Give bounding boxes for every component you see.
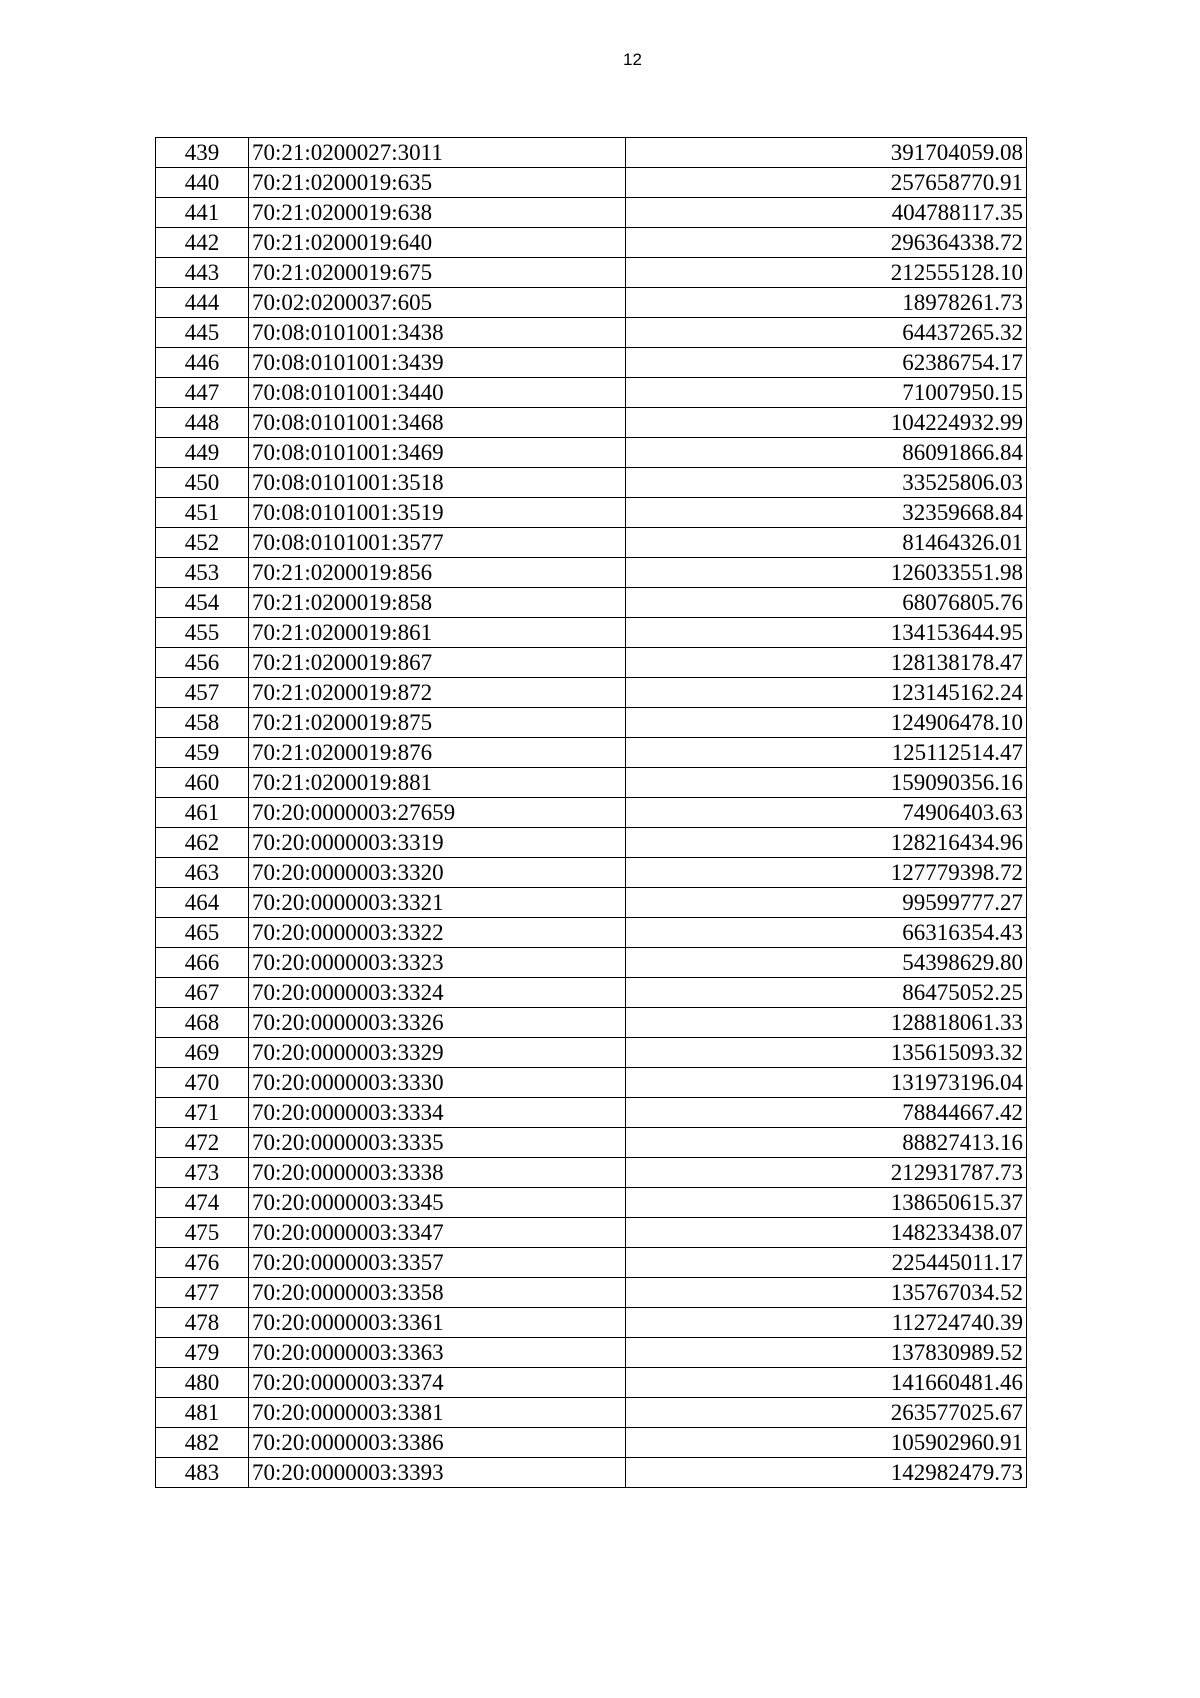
table-row xyxy=(156,288,1027,318)
cadastral-number-cell: 70:20:0000003:3358 xyxy=(249,1278,626,1308)
table-row xyxy=(156,558,1027,588)
table-row xyxy=(156,948,1027,978)
cadastral-number-cell: 70:08:0101001:3440 xyxy=(249,378,626,408)
table-row xyxy=(156,978,1027,1008)
row-number-cell: 474 xyxy=(156,1188,249,1218)
cadastral-number-cell: 70:20:0000003:3361 xyxy=(249,1308,626,1338)
cadastral-value-cell: 141660481.46 xyxy=(626,1368,1027,1398)
table-row xyxy=(156,1038,1027,1068)
row-number-cell: 470 xyxy=(156,1068,249,1098)
cadastral-number-cell: 70:21:0200019:875 xyxy=(249,708,626,738)
cadastral-value-cell: 68076805.76 xyxy=(626,588,1027,618)
table-row xyxy=(156,1278,1027,1308)
page-number: 12 xyxy=(623,50,642,69)
table-row xyxy=(156,378,1027,408)
cadastral-number-cell: 70:08:0101001:3438 xyxy=(249,318,626,348)
row-number-cell: 483 xyxy=(156,1458,249,1488)
cadastral-number-cell: 70:21:0200019:876 xyxy=(249,738,626,768)
cadastral-number-cell: 70:21:0200019:856 xyxy=(249,558,626,588)
row-number-cell: 443 xyxy=(156,258,249,288)
table-row xyxy=(156,1338,1027,1368)
cadastral-value-cell: 105902960.91 xyxy=(626,1428,1027,1458)
cadastral-value-cell: 135767034.52 xyxy=(626,1278,1027,1308)
table-row xyxy=(156,918,1027,948)
cadastral-value-cell: 78844667.42 xyxy=(626,1098,1027,1128)
cadastral-number-cell: 70:20:0000003:3321 xyxy=(249,888,626,918)
table-row xyxy=(156,1218,1027,1248)
table-row xyxy=(156,468,1027,498)
table-row xyxy=(156,1248,1027,1278)
table-row xyxy=(156,648,1027,678)
row-number-cell: 445 xyxy=(156,318,249,348)
cadastral-value-cell: 296364338.72 xyxy=(626,228,1027,258)
cadastral-number-cell: 70:21:0200019:858 xyxy=(249,588,626,618)
cadastral-value-cell: 54398629.80 xyxy=(626,948,1027,978)
row-number-cell: 473 xyxy=(156,1158,249,1188)
cadastral-value-cell: 137830989.52 xyxy=(626,1338,1027,1368)
table-row xyxy=(156,198,1027,228)
row-number-cell: 441 xyxy=(156,198,249,228)
cadastral-number-cell: 70:02:0200037:605 xyxy=(249,288,626,318)
cadastral-value-cell: 159090356.16 xyxy=(626,768,1027,798)
cadastral-value-cell: 66316354.43 xyxy=(626,918,1027,948)
cadastral-value-cell: 123145162.24 xyxy=(626,678,1027,708)
cadastral-value-cell: 128216434.96 xyxy=(626,828,1027,858)
cadastral-number-cell: 70:20:0000003:27659 xyxy=(249,798,626,828)
table-row xyxy=(156,408,1027,438)
row-number-cell: 460 xyxy=(156,768,249,798)
table-row xyxy=(156,168,1027,198)
cadastral-number-cell: 70:20:0000003:3323 xyxy=(249,948,626,978)
cadastral-value-cell: 135615093.32 xyxy=(626,1038,1027,1068)
table-row xyxy=(156,588,1027,618)
cadastral-number-cell: 70:20:0000003:3335 xyxy=(249,1128,626,1158)
cadastral-number-cell: 70:21:0200019:640 xyxy=(249,228,626,258)
cadastral-value-cell: 86091866.84 xyxy=(626,438,1027,468)
row-number-cell: 462 xyxy=(156,828,249,858)
cadastral-value-cell: 32359668.84 xyxy=(626,498,1027,528)
cadastral-number-cell: 70:20:0000003:3319 xyxy=(249,828,626,858)
table-row xyxy=(156,678,1027,708)
cadastral-number-cell: 70:08:0101001:3577 xyxy=(249,528,626,558)
table-row xyxy=(156,1368,1027,1398)
row-number-cell: 479 xyxy=(156,1338,249,1368)
cadastral-value-cell: 126033551.98 xyxy=(626,558,1027,588)
table-row xyxy=(156,738,1027,768)
table-row xyxy=(156,618,1027,648)
cadastral-number-cell: 70:20:0000003:3357 xyxy=(249,1248,626,1278)
row-number-cell: 456 xyxy=(156,648,249,678)
cadastral-number-cell: 70:20:0000003:3347 xyxy=(249,1218,626,1248)
row-number-cell: 478 xyxy=(156,1308,249,1338)
row-number-cell: 461 xyxy=(156,798,249,828)
row-number-cell: 454 xyxy=(156,588,249,618)
row-number-cell: 464 xyxy=(156,888,249,918)
cadastral-value-cell: 263577025.67 xyxy=(626,1398,1027,1428)
cadastral-value-cell: 71007950.15 xyxy=(626,378,1027,408)
table-row xyxy=(156,708,1027,738)
table-row xyxy=(156,1308,1027,1338)
table-row xyxy=(156,888,1027,918)
table-row xyxy=(156,858,1027,888)
row-number-cell: 472 xyxy=(156,1128,249,1158)
table-row xyxy=(156,1428,1027,1458)
cadastral-number-cell: 70:20:0000003:3322 xyxy=(249,918,626,948)
cadastral-value-cell: 142982479.73 xyxy=(626,1458,1027,1488)
cadastral-number-cell: 70:08:0101001:3469 xyxy=(249,438,626,468)
table-row xyxy=(156,1398,1027,1428)
row-number-cell: 477 xyxy=(156,1278,249,1308)
row-number-cell: 457 xyxy=(156,678,249,708)
cadastral-value-cell: 404788117.35 xyxy=(626,198,1027,228)
table-row xyxy=(156,228,1027,258)
cadastral-number-cell: 70:20:0000003:3393 xyxy=(249,1458,626,1488)
cadastral-value-cell: 99599777.27 xyxy=(626,888,1027,918)
row-number-cell: 444 xyxy=(156,288,249,318)
row-number-cell: 480 xyxy=(156,1368,249,1398)
table-row xyxy=(156,1068,1027,1098)
table-row xyxy=(156,768,1027,798)
cadastral-value-cell: 62386754.17 xyxy=(626,348,1027,378)
cadastral-value-cell: 128818061.33 xyxy=(626,1008,1027,1038)
table-row xyxy=(156,528,1027,558)
cadastral-value-cell: 212931787.73 xyxy=(626,1158,1027,1188)
cadastral-number-cell: 70:20:0000003:3338 xyxy=(249,1158,626,1188)
row-number-cell: 468 xyxy=(156,1008,249,1038)
table-row xyxy=(156,1128,1027,1158)
cadastral-value-cell: 86475052.25 xyxy=(626,978,1027,1008)
row-number-cell: 442 xyxy=(156,228,249,258)
table-row xyxy=(156,438,1027,468)
cadastral-number-cell: 70:08:0101001:3519 xyxy=(249,498,626,528)
cadastral-value-cell: 64437265.32 xyxy=(626,318,1027,348)
table-row xyxy=(156,258,1027,288)
cadastral-value-cell: 257658770.91 xyxy=(626,168,1027,198)
cadastral-value-cell: 104224932.99 xyxy=(626,408,1027,438)
cadastral-value-cell: 134153644.95 xyxy=(626,618,1027,648)
row-number-cell: 440 xyxy=(156,168,249,198)
cadastral-number-cell: 70:20:0000003:3329 xyxy=(249,1038,626,1068)
cadastral-value-cell: 88827413.16 xyxy=(626,1128,1027,1158)
row-number-cell: 463 xyxy=(156,858,249,888)
table-row xyxy=(156,318,1027,348)
cadastral-number-cell: 70:08:0101001:3518 xyxy=(249,468,626,498)
row-number-cell: 439 xyxy=(156,138,249,168)
cadastral-value-cell: 18978261.73 xyxy=(626,288,1027,318)
row-number-cell: 450 xyxy=(156,468,249,498)
row-number-cell: 469 xyxy=(156,1038,249,1068)
cadastral-number-cell: 70:20:0000003:3326 xyxy=(249,1008,626,1038)
row-number-cell: 465 xyxy=(156,918,249,948)
table-row xyxy=(156,798,1027,828)
cadastral-number-cell: 70:21:0200019:872 xyxy=(249,678,626,708)
row-number-cell: 475 xyxy=(156,1218,249,1248)
row-number-cell: 449 xyxy=(156,438,249,468)
cadastral-number-cell: 70:20:0000003:3334 xyxy=(249,1098,626,1128)
row-number-cell: 453 xyxy=(156,558,249,588)
row-number-cell: 447 xyxy=(156,378,249,408)
cadastral-value-cell: 81464326.01 xyxy=(626,528,1027,558)
table-row xyxy=(156,348,1027,378)
cadastral-number-cell: 70:21:0200019:635 xyxy=(249,168,626,198)
cadastral-value-cell: 112724740.39 xyxy=(626,1308,1027,1338)
cadastral-number-cell: 70:20:0000003:3363 xyxy=(249,1338,626,1368)
cadastral-value-cell: 124906478.10 xyxy=(626,708,1027,738)
cadastral-value-cell: 74906403.63 xyxy=(626,798,1027,828)
table-row xyxy=(156,498,1027,528)
table-row xyxy=(156,1188,1027,1218)
table-row xyxy=(156,1008,1027,1038)
cadastral-value-cell: 127779398.72 xyxy=(626,858,1027,888)
row-number-cell: 455 xyxy=(156,618,249,648)
row-number-cell: 448 xyxy=(156,408,249,438)
row-number-cell: 467 xyxy=(156,978,249,1008)
cadastral-number-cell: 70:08:0101001:3439 xyxy=(249,348,626,378)
cadastral-number-cell: 70:20:0000003:3324 xyxy=(249,978,626,1008)
cadastral-value-cell: 33525806.03 xyxy=(626,468,1027,498)
cadastral-number-cell: 70:21:0200019:861 xyxy=(249,618,626,648)
cadastral-number-cell: 70:20:0000003:3386 xyxy=(249,1428,626,1458)
cadastral-value-cell: 138650615.37 xyxy=(626,1188,1027,1218)
row-number-cell: 459 xyxy=(156,738,249,768)
row-number-cell: 481 xyxy=(156,1398,249,1428)
cadastral-value-cell: 225445011.17 xyxy=(626,1248,1027,1278)
row-number-cell: 466 xyxy=(156,948,249,978)
cadastral-value-cell: 212555128.10 xyxy=(626,258,1027,288)
row-number-cell: 476 xyxy=(156,1248,249,1278)
cadastral-number-cell: 70:21:0200019:867 xyxy=(249,648,626,678)
cadastral-number-cell: 70:20:0000003:3330 xyxy=(249,1068,626,1098)
cadastral-number-cell: 70:20:0000003:3320 xyxy=(249,858,626,888)
cadastral-number-cell: 70:21:0200019:675 xyxy=(249,258,626,288)
cadastral-number-cell: 70:21:0200019:638 xyxy=(249,198,626,228)
table-row xyxy=(156,138,1027,168)
table-body xyxy=(156,138,1027,1488)
cadastral-number-cell: 70:20:0000003:3345 xyxy=(249,1188,626,1218)
cadastral-number-cell: 70:20:0000003:3381 xyxy=(249,1398,626,1428)
table-row xyxy=(156,1158,1027,1188)
cadastral-value-cell: 391704059.08 xyxy=(626,138,1027,168)
row-number-cell: 458 xyxy=(156,708,249,738)
cadastral-value-table xyxy=(155,137,1027,1488)
table-row xyxy=(156,1098,1027,1128)
table-row xyxy=(156,828,1027,858)
cadastral-value-cell: 131973196.04 xyxy=(626,1068,1027,1098)
cadastral-value-cell: 148233438.07 xyxy=(626,1218,1027,1248)
cadastral-number-cell: 70:08:0101001:3468 xyxy=(249,408,626,438)
row-number-cell: 482 xyxy=(156,1428,249,1458)
table-row xyxy=(156,1458,1027,1488)
row-number-cell: 471 xyxy=(156,1098,249,1128)
cadastral-number-cell: 70:21:0200019:881 xyxy=(249,768,626,798)
cadastral-value-cell: 125112514.47 xyxy=(626,738,1027,768)
row-number-cell: 451 xyxy=(156,498,249,528)
row-number-cell: 446 xyxy=(156,348,249,378)
cadastral-number-cell: 70:20:0000003:3374 xyxy=(249,1368,626,1398)
row-number-cell: 452 xyxy=(156,528,249,558)
cadastral-number-cell: 70:21:0200027:3011 xyxy=(249,138,626,168)
cadastral-value-cell: 128138178.47 xyxy=(626,648,1027,678)
